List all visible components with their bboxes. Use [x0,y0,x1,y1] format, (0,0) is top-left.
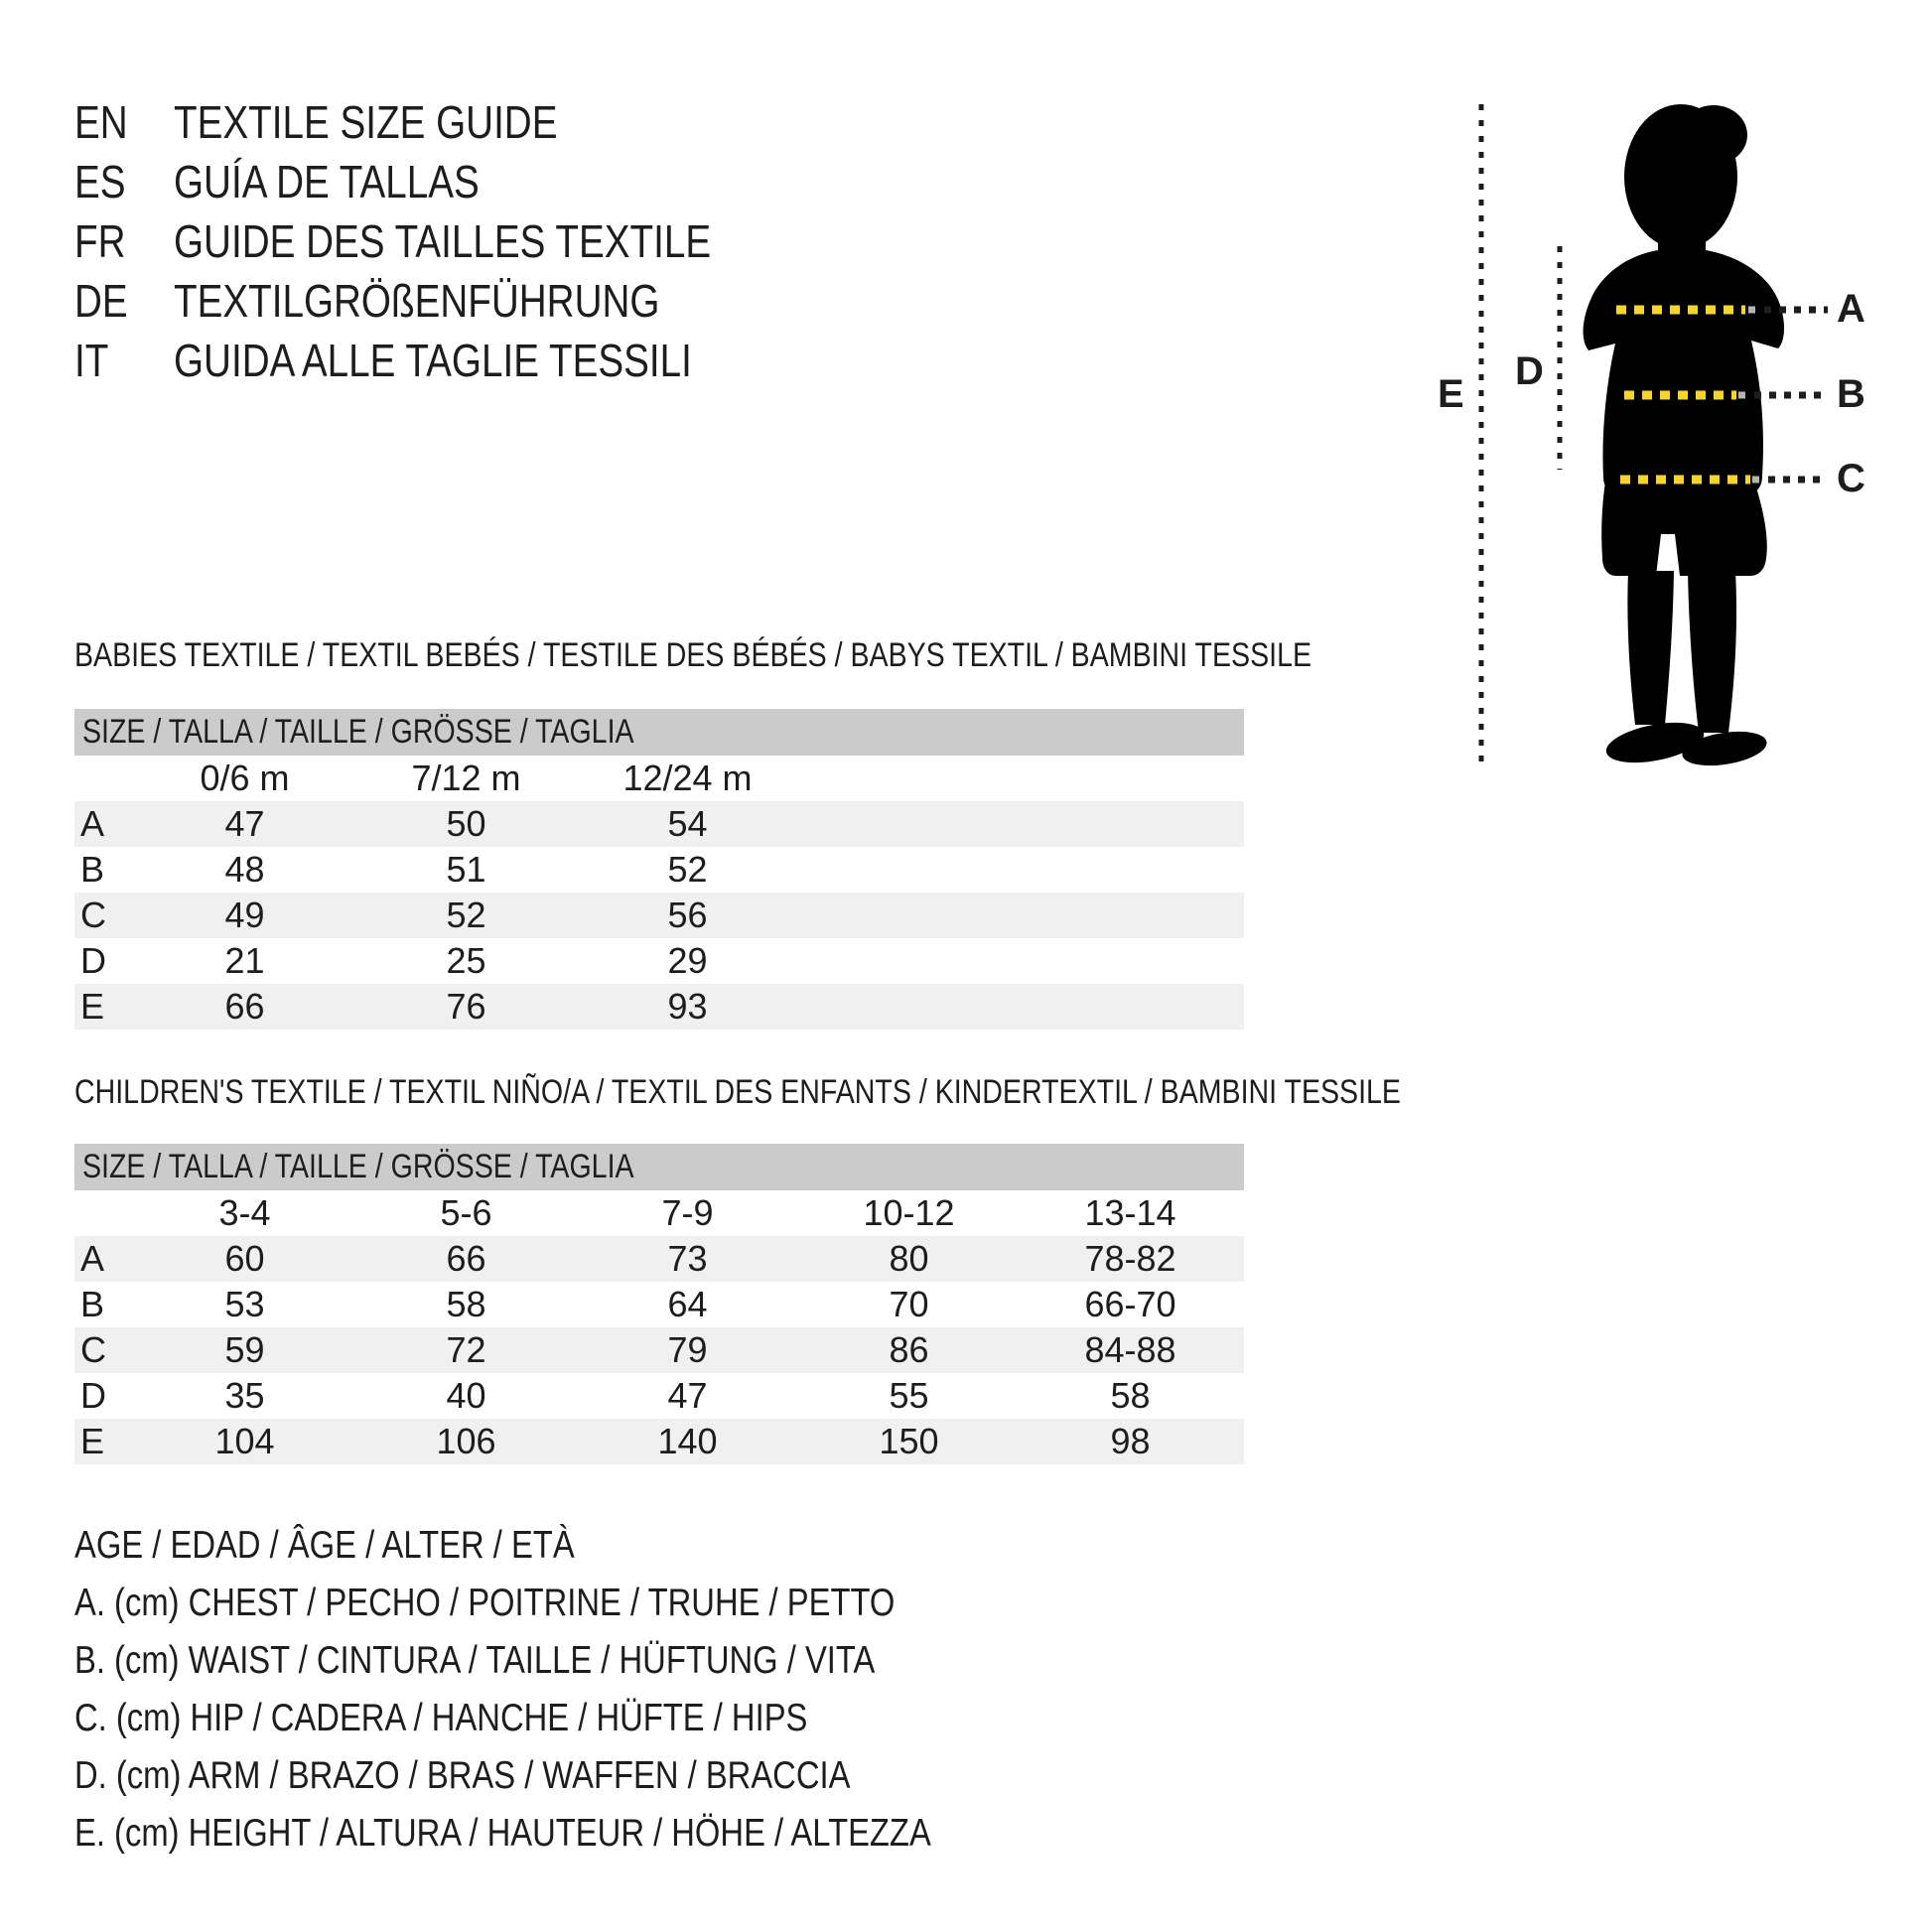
measure-label-a: A [1837,287,1865,331]
children-size-header-bar: SIZE / TALLA / TAILLE / GRÖSSE / TAGLIA [74,1144,1244,1190]
child-silhouette [1584,104,1784,771]
table-row: A 60 66 73 80 78-82 [74,1236,1244,1282]
silhouette-hair [1680,105,1747,165]
lang-row-de [74,271,813,331]
table-row: B 53 58 64 70 66-70 [80,1284,1176,1324]
lang-title-fr: GUIDE DES TAILLES TEXTILE [174,215,712,267]
children-column-header-row [74,1190,1244,1236]
babies-size-table [74,709,1244,1030]
children-col-7-9: 7-9 [661,1192,714,1233]
lang-row-en [74,92,813,152]
babies-col-12-24m: 12/24 m [622,758,753,798]
lang-code-de: DE [74,275,128,327]
babies-size-header-bar: SIZE / TALLA / TAILLE / GRÖSSE / TAGLIA [74,709,1244,756]
child-silhouette-figure [1420,79,1932,794]
legend-waist-line: B. (cm) WAIST / CINTURA / TAILLE / HÜFTUNG / VITA [74,1639,876,1682]
measurement-legend [74,1517,1094,1863]
lang-row-fr [74,211,813,271]
children-section-title: CHILDREN'S TEXTILE / TEXTIL NIÑO/A / TEXTIL DES ENFANTS / KINDERTEXTIL / BAMBINI TESSILE [74,1073,1401,1111]
silhouette-shorts [1601,482,1767,576]
lang-row-es [74,152,813,211]
measure-label-e: E [1438,372,1464,416]
measure-label-b: B [1837,372,1865,416]
children-col-13-14: 13-14 [1084,1192,1176,1233]
lang-title-en: TEXTILE SIZE GUIDE [174,96,558,148]
legend-hip-line: C. (cm) HIP / CADERA / HANCHE / HÜFTE / HIPS [74,1697,808,1739]
measurement-figure [1420,79,1932,794]
children-size-table [74,1144,1244,1464]
babies-col-7-12m: 7/12 m [411,758,521,798]
lang-title-es: GUÍA DE TALLAS [174,156,480,207]
table-row: B 48 51 52 [80,849,708,890]
lang-code-en: EN [74,96,128,148]
measure-label-c: C [1837,457,1865,500]
babies-section-title: BABIES TEXTILE / TEXTIL BEBÉS / TESTILE DES BÉBÉS / BABYS TEXTIL / BAMBINI TESSILE [74,636,1312,674]
language-title-block [74,92,813,390]
table-row: A 47 50 54 [74,801,1244,847]
lang-code-it: IT [74,335,109,386]
table-row: E 104 106 140 150 98 [74,1419,1244,1464]
table-row: C 59 72 79 86 84-88 [74,1327,1244,1373]
legend-arm-line: D. (cm) ARM / BRAZO / BRAS / WAFFEN / BRACCIA [74,1754,851,1797]
silhouette-left-leg [1627,571,1674,725]
table-row: D 21 25 29 [80,940,708,981]
lang-code-fr: FR [74,215,126,267]
lang-title-it: GUIDA ALLE TAGLIE TESSILI [174,335,692,386]
table-row: E 66 76 93 [74,984,1244,1030]
lang-title-de: TEXTILGRÖßENFÜHRUNG [174,275,660,327]
children-col-10-12: 10-12 [863,1192,955,1233]
lang-row-it [74,331,813,390]
table-row: C 49 52 56 [74,893,1244,938]
babies-col-0-6m: 0/6 m [200,758,290,798]
silhouette-shirt [1584,250,1784,495]
legend-chest-line: A. (cm) CHEST / PECHO / POITRINE / TRUHE / PETTO [74,1582,896,1624]
children-col-3-4: 3-4 [218,1192,271,1233]
children-col-5-6: 5-6 [440,1192,492,1233]
silhouette-right-leg [1688,571,1736,733]
measure-label-d: D [1515,349,1544,393]
legend-height-line: E. (cm) HEIGHT / ALTURA / HAUTEUR / HÖHE / ALTEZZA [74,1812,931,1855]
lang-code-es: ES [74,156,126,207]
table-row: D 35 40 47 55 58 [80,1375,1151,1416]
legend-age-line: AGE / EDAD / ÂGE / ALTER / ETÀ [74,1524,575,1567]
babies-column-header-row [74,756,1244,801]
